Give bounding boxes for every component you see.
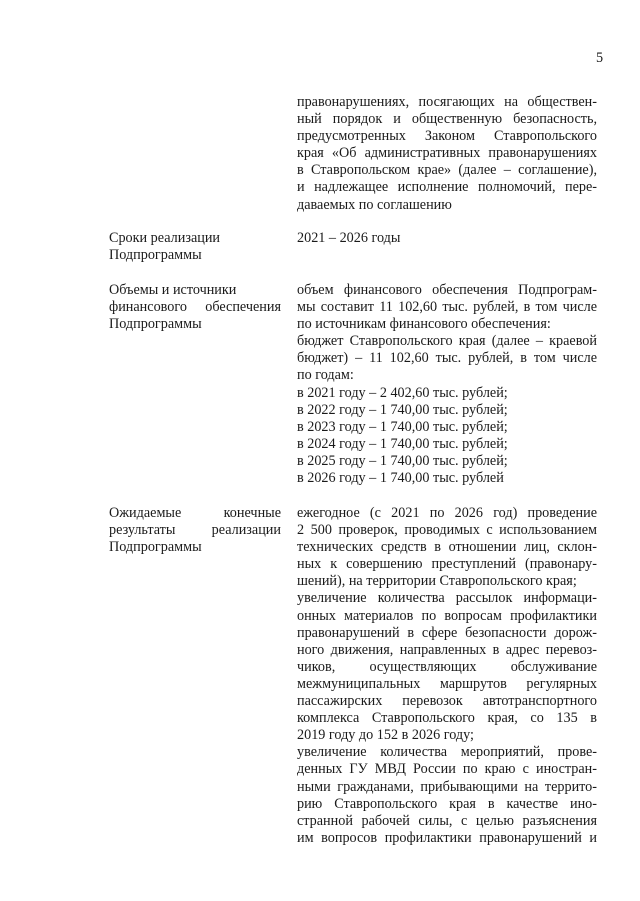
label-line: Подпрограммы	[109, 539, 202, 556]
value-line: шений), на территории Ставропольского края;	[297, 573, 577, 590]
text-line: и надлежащее исполнение полномочий, пере-	[297, 179, 597, 196]
text-line: в Ставропольском крае» (далее – соглашение),	[297, 162, 597, 179]
label-line: Подпрограммы	[109, 247, 202, 264]
value-line: в 2021 году – 2 402,60 тыс. рублей;	[297, 384, 508, 401]
value-line: по источникам финансового обеспечения:	[297, 316, 551, 333]
value-line: ежегодное (с 2021 по 2026 год) проведение	[297, 505, 597, 521]
value-line: правонарушений в сфере безопасности дорож-	[297, 624, 597, 641]
text-line: предусмотренных Законом Ставропольского	[297, 128, 597, 145]
value-line: денных ГУ МВД России по краю с иностран-	[297, 761, 597, 778]
label-line: результаты реализации	[109, 522, 281, 539]
terms-value	[297, 230, 597, 247]
results-label	[109, 505, 281, 556]
value-line: 2019 году до 152 в 2026 году;	[297, 727, 475, 744]
value-line: пассажирских перевозок автотранспортного	[297, 693, 597, 710]
results-value	[297, 505, 597, 847]
value-line: им вопросов профилактики правонарушений и	[297, 829, 597, 846]
value-line: в 2026 году – 1 740,00 тыс. рублей	[297, 470, 504, 487]
value-line: рию Ставропольского края в качестве ино-	[297, 795, 597, 812]
terms-label	[109, 230, 281, 264]
value-line: ными гражданами, прибывающими на террито-	[297, 778, 597, 795]
value-line: 2 500 проверок, проводимых с использованием	[297, 522, 597, 539]
value-line: увеличение количества рассылок информаци-	[297, 590, 597, 607]
text-line: правонарушениях, посягающих на обществен-	[297, 94, 597, 110]
label-line: финансового обеспечения	[109, 299, 281, 316]
value-line: объем финансового обеспечения Подпрограм-	[297, 282, 597, 298]
value-line: странной рабочей силы, с целью разъяснения	[297, 812, 597, 829]
value-line: онных материалов по вопросам профилактики	[297, 607, 597, 624]
page-number: 5	[596, 50, 604, 66]
value-line: чиков, осуществляющих обслуживание	[297, 658, 597, 675]
text-line: края «Об административных правонарушениях	[297, 145, 597, 162]
value-line: в 2025 году – 1 740,00 тыс. рублей;	[297, 452, 508, 469]
value-line: увеличение количества мероприятий, прове-	[297, 744, 597, 761]
value-line: ного движения, направленных в адрес перевоз-	[297, 641, 597, 658]
value-line: бюджет) – 11 102,60 тыс. рублей, в том числе	[297, 350, 597, 367]
value-line: мы составит 11 102,60 тыс. рублей, в том числе	[297, 299, 597, 316]
value-line: 2021 – 2026 годы	[297, 230, 401, 246]
label-line: Ожидаемые конечные	[109, 505, 281, 521]
label-line: Сроки реализации	[109, 230, 221, 246]
value-line: в 2022 году – 1 740,00 тыс. рублей;	[297, 401, 508, 418]
value-line: технических средств в отношении лиц, склон-	[297, 539, 597, 556]
value-line: в 2023 году – 1 740,00 тыс. рублей;	[297, 418, 508, 435]
finance-value	[297, 282, 597, 487]
value-line: бюджет Ставропольского края (далее – краевой	[297, 333, 597, 350]
label-line: Подпрограммы	[109, 316, 202, 333]
value-line: межмуниципальных маршрутов регулярных	[297, 675, 597, 692]
value-line: комплекса Ставропольского края, со 135 в	[297, 710, 597, 727]
continuation-text	[297, 94, 597, 214]
label-line: Объемы и источники	[109, 282, 237, 298]
value-line: в 2024 году – 1 740,00 тыс. рублей;	[297, 435, 508, 452]
finance-label	[109, 282, 281, 333]
text-line: ный порядок и общественную безопасность,	[297, 111, 597, 128]
text-line: даваемых по соглашению	[297, 196, 452, 213]
value-line: ных к совершению преступлений (правонару-	[297, 556, 597, 573]
value-line: по годам:	[297, 367, 354, 384]
